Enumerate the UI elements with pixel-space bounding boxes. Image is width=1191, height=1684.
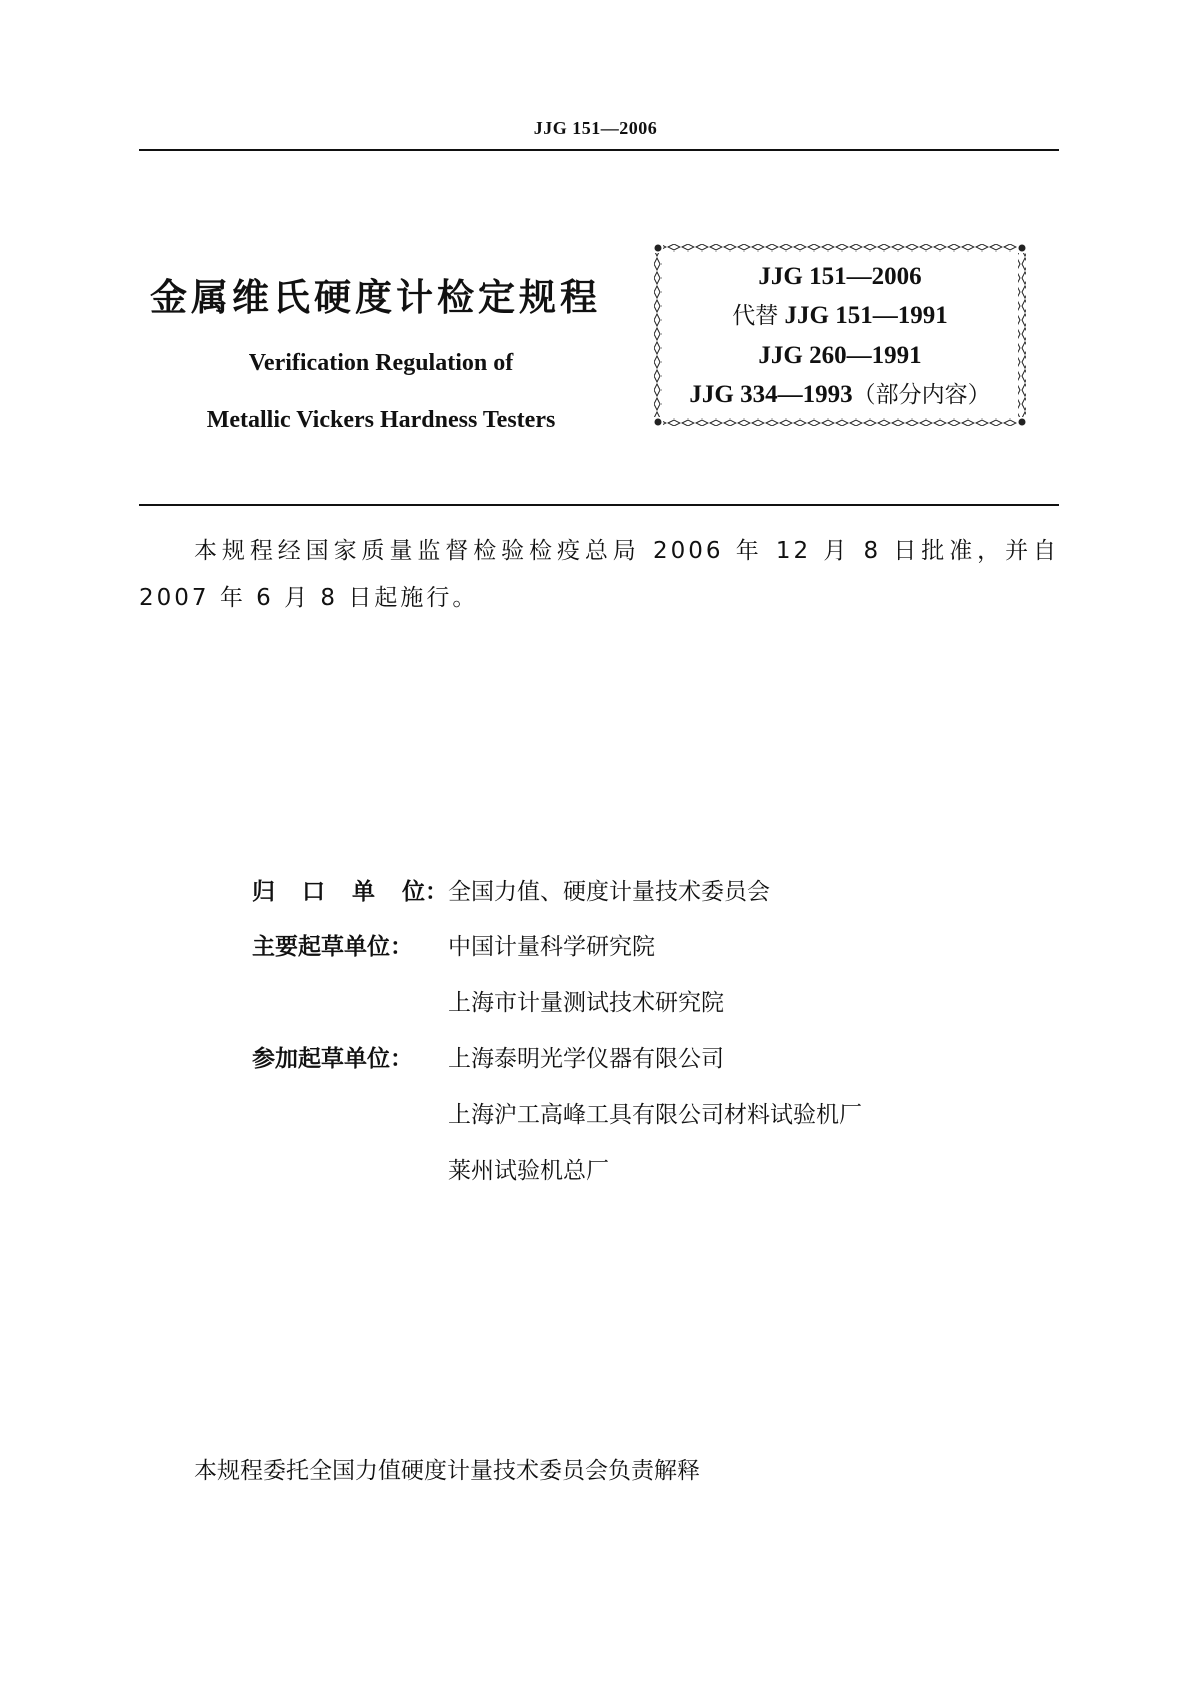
main-drafting-unit-1: 中国计量科学研究院 [448, 934, 655, 960]
standards-box [653, 243, 1027, 427]
standard-replaces-1 [653, 296, 1027, 336]
main-drafting-unit-2: 上海市计量测试技术研究院 [448, 990, 724, 1016]
responsible-label-colon: ： [425, 879, 448, 905]
main-drafting-label: 主要起草单位： [252, 934, 413, 960]
responsible-label-char-3: 单 [352, 879, 375, 905]
running-header: JJG 151—2006 [533, 118, 658, 138]
standard-current: JJG 151—2006 [758, 263, 922, 290]
participating-unit-3: 莱州试验机总厂 [448, 1158, 609, 1184]
header-rule [139, 149, 1059, 151]
interpretation-note: 本规程委托全国力值硬度计量技术委员会负责解释 [194, 1458, 700, 1484]
standard-replaces-2: JJG 260—1991 [758, 342, 922, 369]
participating-unit-2: 上海沪工高峰工具有限公司材料试验机厂 [448, 1102, 862, 1128]
participating-label: 参加起草单位： [252, 1046, 413, 1072]
standard-replaces-3 [653, 375, 1027, 415]
replaces-3-code: JJG 334—1993 [689, 381, 853, 408]
replaces-1-code: JJG 151—1991 [784, 302, 948, 329]
responsible-unit-value: 全国力值、硬度计量技术委员会 [448, 879, 770, 905]
responsible-label-char-1: 归 [252, 879, 275, 905]
approval-statement: 本规程经国家质量监督检验检疫总局 2006 年 12 月 8 日批准，并自 2007 年 6 月 8 日起施行。 [139, 538, 1059, 611]
participating-unit-1: 上海泰明光学仪器有限公司 [448, 1046, 724, 1072]
replaces-prefix: 代替 [732, 303, 779, 329]
title-english-line-1: Verification Regulation of [248, 350, 514, 376]
title-english-line-2: Metallic Vickers Hardness Testers [206, 407, 556, 433]
title-chinese: 金属维氏硬度计检定规程 [150, 276, 601, 319]
responsible-label-char-2: 口 [302, 879, 325, 905]
responsible-unit-label [252, 873, 448, 906]
replaces-3-note: （部分内容） [852, 382, 991, 408]
title-rule [139, 504, 1059, 506]
responsible-label-char-4: 位： [402, 879, 448, 905]
